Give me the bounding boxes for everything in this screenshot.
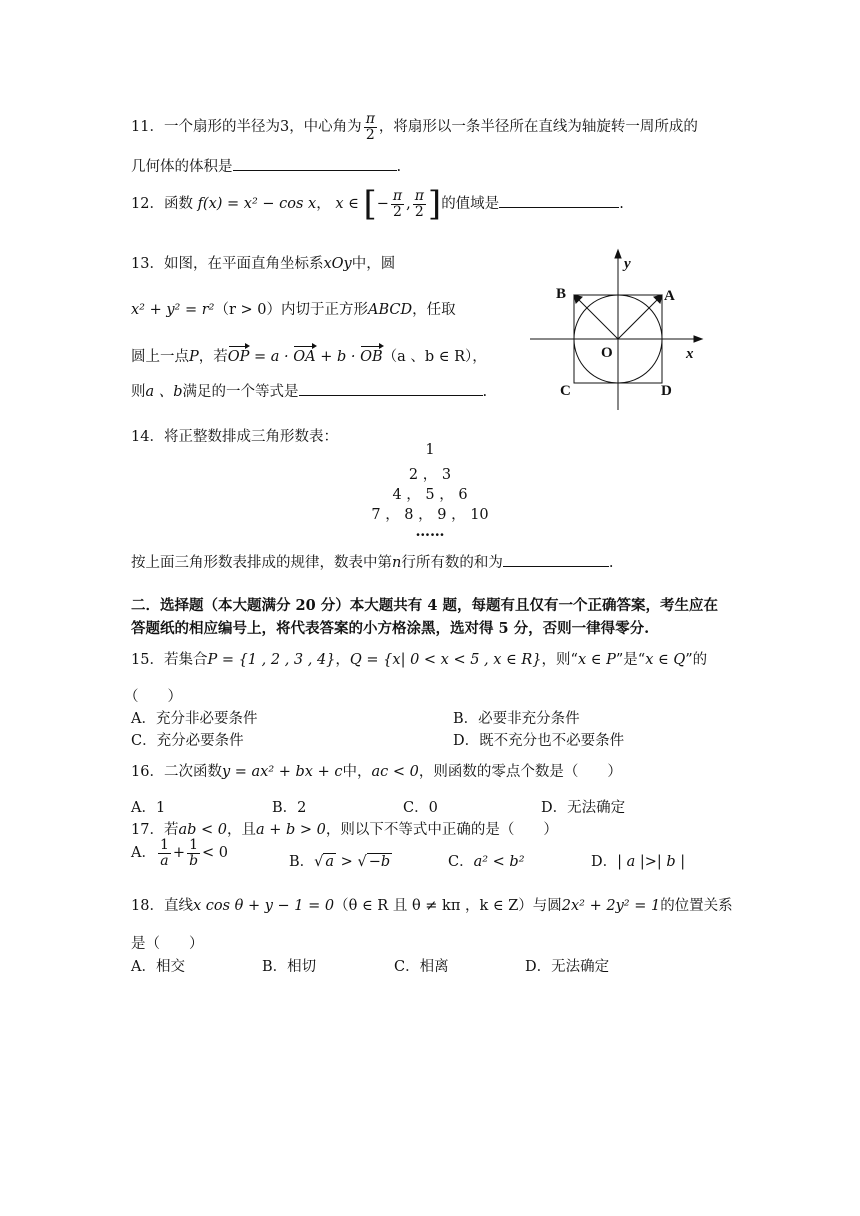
question-13-line-3 [131, 345, 487, 366]
vector-ob: OB [360, 349, 383, 365]
option-c[interactable]: C．充分必要条件 [131, 733, 244, 749]
question-text: ，则以下不等式中正确的是（ ） [325, 822, 558, 838]
math-expression: x cos θ + y − 1 = 0 [192, 898, 335, 914]
answer-blank[interactable] [233, 156, 397, 171]
math-symbol: − [376, 196, 389, 212]
math-expression: a 、b [145, 384, 183, 400]
math-expression: n [392, 555, 402, 571]
fraction [364, 112, 377, 142]
question-14-line-2: 按上面三角形数表排成的规律，数表中第n行所有数的和为 . [131, 551, 613, 572]
option-c[interactable]: C．相离 [394, 959, 449, 975]
question-text: 满足的一个等式是 [182, 384, 299, 400]
question-text: 按上面三角形数表排成的规律，数表中第 [131, 555, 392, 571]
question-13-line-2 [131, 298, 456, 319]
option-d[interactable]: D．既不充分也不必要条件 [453, 733, 625, 749]
question-text: ”的 [685, 652, 708, 668]
question-text: ，将扇形以一条半径所在直线为轴旋转一周所成的 [378, 119, 698, 136]
sqrt-symbol: √ [357, 854, 367, 870]
section-heading: 二．选择题（本大题满分 20 分）本大题共有 4 题，每题有且仅有一个正确答案，考生应在 [131, 597, 718, 614]
option-b[interactable]: B．相切 [262, 959, 317, 975]
math-expression: （r > 0） [214, 302, 282, 318]
math-expression: 2x² + 2y² = 1 [561, 898, 661, 914]
option-d[interactable] [591, 850, 685, 871]
label-d: D [661, 383, 672, 399]
question-number: 14． [131, 429, 164, 445]
question-number: 18． [131, 898, 164, 914]
question-text: 将正整数排成三角形数表： [163, 429, 338, 445]
question-text: ，且 [226, 822, 256, 838]
question-text: ， [316, 196, 331, 212]
math-expression: ac < 0 [371, 764, 419, 780]
math-expression: < 0 [202, 845, 229, 862]
question-17 [131, 818, 558, 839]
option-label: D． [591, 854, 618, 870]
option-b[interactable] [289, 850, 392, 871]
option-a[interactable]: A．充分非必要条件 [131, 711, 258, 727]
question-15 [131, 648, 707, 669]
question-text: 圆上一点 [131, 349, 189, 365]
question-12: 12．函数 f(x) = x² − cos x， x ∈ [− $\frac{\pi}{2}$ , $\frac{\pi}{2}$ ]的值域是 . [131, 184, 624, 224]
fraction [391, 189, 404, 219]
label-a: A [664, 288, 675, 304]
math-expression: P = {1 , 2 , 3 , 4} [207, 652, 336, 668]
vector-ob-line [577, 298, 618, 339]
triangle-row: 4 ， 5 ， 6 [392, 487, 468, 503]
fraction-denominator: 2 [393, 203, 402, 220]
coordinate-diagram [528, 248, 708, 418]
question-text: 若集合 [163, 652, 208, 668]
math-symbol: + [172, 845, 186, 862]
option-c[interactable] [448, 850, 525, 871]
option-d[interactable]: D．无法确定 [525, 959, 610, 975]
option-label: B． [289, 854, 315, 870]
question-text: 二次函数 [163, 764, 222, 780]
question-number: 11． [131, 119, 164, 136]
question-text: （a 、b ∈ R）， [382, 349, 487, 365]
triangle-row: 1 [425, 442, 435, 458]
fraction-denominator: 2 [414, 203, 424, 220]
math-expression: x² + y² = r² [131, 302, 215, 318]
left-bracket: [ [363, 184, 377, 224]
question-text: 中， [342, 764, 372, 780]
question-text: （θ ∈ R 且 θ ≠ kπ ，k ∈ Z）与圆 [334, 898, 562, 914]
math-expression: x ∈ [335, 196, 359, 212]
option-d[interactable]: D．无法确定 [541, 800, 626, 816]
question-18-line-1 [131, 894, 733, 915]
question-11-line-2: 几何体的体积是 . [131, 155, 401, 176]
math-expression: | a |>| b | [617, 854, 686, 870]
question-text: 行所有数的和为 [401, 555, 503, 571]
math-symbol: , [406, 196, 411, 212]
question-text: 若 [163, 822, 179, 838]
question-text: ”是“ [615, 652, 646, 668]
sqrt-symbol: √ [314, 854, 324, 870]
question-18-line-2[interactable]: 是（ ） [131, 936, 204, 952]
question-text: ，中心角为 [289, 119, 362, 136]
question-text: 直线 [163, 898, 193, 914]
math-symbol: > [340, 854, 353, 870]
fraction [187, 838, 200, 868]
question-16 [131, 760, 622, 781]
math-expression: a + b > 0 [255, 822, 326, 838]
question-text: 几何体的体积是 [131, 159, 233, 175]
fraction-numerator: 1 [159, 837, 169, 853]
label-y: y [624, 256, 631, 272]
math-expression: x ∈ P [577, 652, 616, 668]
math-expression: a² < b² [473, 854, 525, 870]
option-c[interactable]: C．0 [403, 800, 438, 816]
math-expression: f(x) = x² − cos x [197, 196, 317, 212]
y-axis-arrow [615, 250, 621, 258]
math-value: 3 [279, 119, 290, 136]
answer-paren[interactable]: （ ） [124, 689, 182, 705]
math-expression: ABCD [368, 302, 413, 318]
fraction-denominator: a [160, 852, 169, 869]
section-heading: 答题纸的相应编号上，将代表答案的小方格涂黑，选对得 5 分，否则一律得零分. [131, 620, 650, 637]
fraction [158, 838, 171, 868]
question-number: 16． [131, 764, 164, 780]
math-expression: x ∈ Q [645, 652, 686, 668]
question-text: 中，圆 [351, 256, 396, 272]
math-expression: + b · [315, 349, 361, 365]
option-label: A． [131, 845, 156, 862]
vector-op: OP [227, 349, 250, 365]
math-expression: y = ax² + bx + c [221, 764, 343, 780]
question-text: 的位置关系 [660, 898, 733, 914]
question-11-line-1 [131, 112, 698, 142]
right-bracket: ] [427, 184, 442, 224]
question-text: 内切于正方形 [281, 302, 369, 318]
question-text: ， [335, 652, 350, 668]
math-expression: P [189, 349, 199, 365]
question-text: ，则函数的零点个数是（ ） [418, 764, 622, 780]
sqrt-content: a [325, 854, 335, 870]
question-number: 15． [131, 652, 164, 668]
answer-blank[interactable] [299, 381, 483, 396]
label-o: O [601, 345, 613, 361]
question-number: 13． [131, 256, 164, 272]
question-text: ，若 [198, 349, 228, 365]
question-number: 12． [131, 196, 164, 212]
label-x: x [686, 346, 694, 362]
question-text: 则 [131, 384, 146, 400]
triangle-ellipsis: …… [415, 523, 445, 540]
fraction-numerator: π [414, 187, 424, 204]
question-number: 17． [131, 822, 164, 838]
option-label: C． [448, 854, 474, 870]
option-a[interactable] [131, 838, 228, 868]
math-expression: Q = {x| 0 < x < 5 , x ∈ R} [349, 652, 542, 668]
math-expression: ab < 0 [178, 822, 227, 838]
option-b[interactable]: B．2 [272, 800, 307, 816]
question-13-line-1 [131, 252, 395, 273]
triangle-row: 2 ， 3 [408, 467, 452, 483]
fraction-numerator: π [365, 111, 375, 127]
option-b[interactable]: B．必要非充分条件 [453, 711, 580, 727]
fraction-denominator: b [189, 852, 199, 869]
question-13-line-4: 则a 、b满足的一个等式是 . [131, 380, 487, 401]
question-text: 一个扇形的半径为 [163, 119, 280, 136]
fraction-denominator: 2 [365, 126, 375, 143]
label-c: C [560, 383, 571, 399]
x-axis-arrow [694, 336, 702, 342]
label-b: B [556, 286, 567, 302]
answer-blank[interactable] [503, 552, 609, 567]
question-text: 函数 [163, 196, 193, 212]
question-text: ，则“ [541, 652, 578, 668]
answer-blank[interactable] [499, 193, 619, 208]
option-a[interactable]: A．相交 [131, 959, 185, 975]
fraction [413, 189, 426, 219]
math-expression: xOy [323, 256, 352, 272]
question-text: ，任取 [412, 302, 456, 318]
vector-oa: OA [293, 349, 316, 365]
question-text: 如图，在平面直角坐标系 [163, 256, 324, 272]
triangle-row: 7 ， 8 ， 9 ， 10 [371, 507, 489, 523]
fraction-numerator: 1 [187, 838, 200, 854]
sqrt-content: −b [368, 854, 391, 870]
question-text: 的值域是 [441, 196, 500, 212]
option-a[interactable]: A．1 [131, 800, 166, 816]
fraction-numerator: π [392, 187, 403, 204]
vector-oa-line [618, 298, 659, 339]
math-expression: = a · [249, 349, 294, 365]
